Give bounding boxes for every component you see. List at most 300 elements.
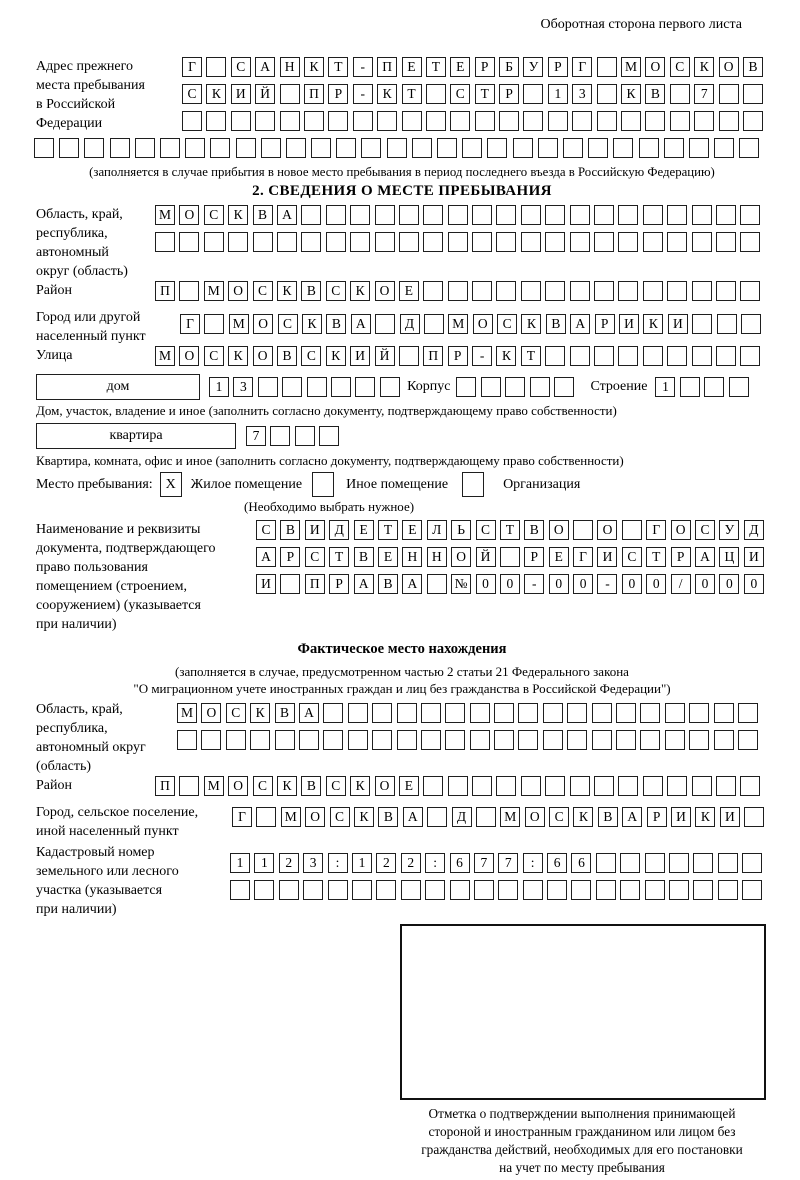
- char-cell: [462, 138, 482, 158]
- char-cell: [689, 703, 709, 723]
- char-cell: Й: [255, 84, 275, 104]
- char-cell: О: [671, 520, 691, 540]
- char-cell: [547, 880, 567, 900]
- char-cell: [472, 776, 492, 796]
- field-cadastral: [36, 843, 768, 919]
- text-line: населенный пункт: [36, 329, 146, 344]
- text-line: сооружением) (указывается: [36, 598, 201, 613]
- char-cell: [427, 574, 447, 594]
- char-cell: [397, 703, 417, 723]
- char-cell: 1: [655, 377, 675, 397]
- char-cell: П: [305, 574, 325, 594]
- char-row: [230, 853, 767, 873]
- char-cell: О: [451, 547, 471, 567]
- char-cell: Т: [475, 84, 495, 104]
- char-cell: [206, 57, 226, 77]
- stamp-caption: [372, 1105, 792, 1177]
- char-cell: [742, 853, 762, 873]
- char-cell: 1: [548, 84, 568, 104]
- char-cell: [376, 880, 396, 900]
- char-cell: [256, 807, 276, 827]
- char-cell: [692, 281, 712, 301]
- char-cell: К: [573, 807, 593, 827]
- region2-label: [36, 700, 177, 776]
- char-cell: [738, 730, 758, 750]
- char-cell: С: [204, 346, 224, 366]
- char-cell: [494, 703, 514, 723]
- char-cell: [597, 57, 617, 77]
- char-cell: Б: [499, 57, 519, 77]
- char-cell: [155, 232, 175, 252]
- char-cell: К: [521, 314, 541, 334]
- char-cell: [692, 232, 712, 252]
- char-cell: [543, 730, 563, 750]
- char-cell: [622, 520, 642, 540]
- char-cell: [328, 880, 348, 900]
- char-cell: [545, 346, 565, 366]
- char-cell: [640, 703, 660, 723]
- char-cell: [250, 730, 270, 750]
- char-cell: С: [204, 205, 224, 225]
- char-cell: [545, 205, 565, 225]
- char-cell: С: [670, 57, 690, 77]
- char-cell: [669, 853, 689, 873]
- option-residential-label: Жилое помещение: [190, 476, 303, 492]
- char-cell: [518, 730, 538, 750]
- apartment-box: квартира: [36, 423, 236, 449]
- char-cell: [282, 377, 302, 397]
- korpus-cells: [456, 377, 578, 397]
- char-cell: К: [228, 346, 248, 366]
- char-cell: С: [330, 807, 350, 827]
- char-cell: М: [281, 807, 301, 827]
- char-cell: [716, 232, 736, 252]
- char-cell: [643, 776, 663, 796]
- char-cell: [348, 703, 368, 723]
- char-cell: С: [226, 703, 246, 723]
- char-cell: Д: [452, 807, 472, 827]
- char-cell: С: [256, 520, 276, 540]
- char-cell: [253, 232, 273, 252]
- char-cell: [545, 232, 565, 252]
- char-cell: Т: [646, 547, 666, 567]
- char-cell: А: [622, 807, 642, 827]
- text-line: (заполняется в случае, предусмотренном частью 2 статьи 21 Федерального закона: [175, 664, 629, 679]
- char-cell: 7: [474, 853, 494, 873]
- char-cell: Т: [426, 57, 446, 77]
- char-cell: [412, 138, 432, 158]
- char-cell: [230, 880, 250, 900]
- char-cell: [743, 111, 763, 131]
- char-row: [232, 807, 769, 827]
- char-cell: [693, 853, 713, 873]
- char-cell: И: [305, 520, 325, 540]
- char-cell: 7: [246, 426, 266, 446]
- char-cell: :: [425, 853, 445, 873]
- char-cell: В: [378, 574, 398, 594]
- char-cell: А: [402, 574, 422, 594]
- text-line: (область): [36, 759, 92, 774]
- char-cell: [545, 281, 565, 301]
- char-cell: 3: [572, 84, 592, 104]
- char-cell: Р: [329, 574, 349, 594]
- char-cell: С: [450, 84, 470, 104]
- char-cell: [299, 730, 319, 750]
- char-cell: [59, 138, 79, 158]
- char-cell: [261, 138, 281, 158]
- char-cell: Е: [399, 776, 419, 796]
- char-row: [155, 281, 765, 301]
- checkbox-residential: X: [160, 472, 182, 497]
- char-cell: [716, 281, 736, 301]
- char-cell: Р: [475, 57, 495, 77]
- char-cell: Д: [744, 520, 764, 540]
- char-cell: К: [377, 84, 397, 104]
- text-line: Адрес прежнего: [36, 59, 133, 74]
- char-cell: И: [231, 84, 251, 104]
- char-cell: [472, 232, 492, 252]
- char-row: [230, 880, 767, 900]
- char-cell: И: [256, 574, 276, 594]
- char-cell: [645, 853, 665, 873]
- char-cell: Д: [329, 520, 349, 540]
- char-cell: С: [253, 281, 273, 301]
- char-cell: [280, 111, 300, 131]
- char-cell: В: [301, 281, 321, 301]
- char-cell: [496, 281, 516, 301]
- char-row: [182, 111, 767, 131]
- text-line: иной населенный пункт: [36, 824, 179, 839]
- prev-address-grid: [182, 57, 767, 138]
- char-cell: [474, 880, 494, 900]
- char-row: [155, 232, 765, 252]
- char-cell: [375, 314, 395, 334]
- char-cell: [572, 111, 592, 131]
- field-region-2: [36, 700, 768, 776]
- char-cell: [450, 111, 470, 131]
- region2-grid: [177, 700, 762, 757]
- char-cell: 0: [500, 574, 520, 594]
- char-cell: :: [328, 853, 348, 873]
- char-cell: [692, 314, 712, 334]
- char-cell: О: [719, 57, 739, 77]
- char-cell: [387, 138, 407, 158]
- char-cell: П: [377, 57, 397, 77]
- char-cell: [613, 138, 633, 158]
- city-label: [36, 308, 180, 346]
- char-cell: [664, 138, 684, 158]
- char-row: [256, 574, 768, 594]
- char-cell: А: [695, 547, 715, 567]
- char-cell: К: [350, 776, 370, 796]
- field-city: [36, 308, 768, 346]
- char-cell: У: [719, 520, 739, 540]
- char-cell: 0: [719, 574, 739, 594]
- char-cell: Р: [280, 547, 300, 567]
- actual-location-title: Фактическое место нахождения: [297, 641, 507, 657]
- char-cell: [355, 377, 375, 397]
- text-line: Кадастровый номер: [36, 845, 155, 860]
- region-grid: [155, 205, 765, 259]
- char-cell: [538, 138, 558, 158]
- char-cell: Е: [402, 57, 422, 77]
- char-cell: [521, 281, 541, 301]
- document-grid: [256, 520, 768, 601]
- char-cell: [567, 703, 587, 723]
- char-cell: Н: [402, 547, 422, 567]
- char-cell: [427, 807, 447, 827]
- text-line: республика,: [36, 721, 108, 736]
- char-row: [182, 84, 767, 104]
- char-cell: С: [695, 520, 715, 540]
- char-cell: [179, 281, 199, 301]
- text-line: документа, подтверждающего: [36, 541, 216, 556]
- char-cell: [350, 232, 370, 252]
- char-cell: [518, 703, 538, 723]
- char-cell: [228, 232, 248, 252]
- char-cell: [594, 205, 614, 225]
- char-cell: П: [423, 346, 443, 366]
- char-row: [256, 547, 768, 567]
- char-cell: О: [597, 520, 617, 540]
- char-cell: [570, 232, 590, 252]
- char-cell: 2: [376, 853, 396, 873]
- char-cell: [350, 205, 370, 225]
- cadastral-grid: [230, 843, 767, 907]
- text-line: Город или другой: [36, 310, 141, 325]
- char-cell: [616, 730, 636, 750]
- char-cell: :: [523, 853, 543, 873]
- text-line: гражданства действий, необходимых для его постановки: [421, 1142, 743, 1157]
- char-cell: 0: [476, 574, 496, 594]
- char-cell: О: [645, 57, 665, 77]
- char-cell: [206, 111, 226, 131]
- char-cell: [375, 205, 395, 225]
- char-cell: [426, 84, 446, 104]
- char-cell: П: [155, 776, 175, 796]
- district-label: Район: [36, 283, 72, 298]
- char-cell: 2: [401, 853, 421, 873]
- char-cell: М: [177, 703, 197, 723]
- header-note: Оборотная сторона первого листа: [540, 17, 742, 32]
- text-line: право пользования: [36, 560, 148, 575]
- char-cell: [401, 880, 421, 900]
- char-cell: [397, 730, 417, 750]
- text-line: Наименование и реквизиты: [36, 522, 201, 537]
- char-cell: [496, 776, 516, 796]
- field-city-2: [36, 803, 768, 841]
- char-cell: [570, 205, 590, 225]
- char-cell: [470, 730, 490, 750]
- char-cell: -: [353, 57, 373, 77]
- char-cell: [421, 703, 441, 723]
- house-caption: Дом, участок, владение и иное (заполнить согласно документу, подтверждающему право собственности): [36, 403, 617, 418]
- char-cell: К: [206, 84, 226, 104]
- char-cell: [692, 776, 712, 796]
- char-cell: [592, 730, 612, 750]
- char-cell: К: [277, 281, 297, 301]
- char-cell: [741, 314, 761, 334]
- char-row: [155, 346, 765, 366]
- char-cell: [476, 807, 496, 827]
- char-cell: [570, 281, 590, 301]
- char-row: [180, 314, 765, 334]
- char-cell: [423, 205, 443, 225]
- char-cell: К: [695, 807, 715, 827]
- char-cell: В: [277, 346, 297, 366]
- char-cell: [275, 730, 295, 750]
- text-line: автономный: [36, 245, 109, 260]
- char-cell: [740, 232, 760, 252]
- char-cell: [670, 84, 690, 104]
- text-line: Город, сельское поселение,: [36, 805, 199, 820]
- char-cell: -: [472, 346, 492, 366]
- char-row: [256, 520, 768, 540]
- char-cell: [692, 346, 712, 366]
- char-cell: [286, 138, 306, 158]
- char-cell: М: [500, 807, 520, 827]
- text-line: Область, край,: [36, 207, 123, 222]
- text-line: участка (указывается: [36, 883, 163, 898]
- char-cell: [423, 281, 443, 301]
- char-cell: 6: [571, 853, 591, 873]
- char-cell: [554, 377, 574, 397]
- char-cell: [618, 346, 638, 366]
- char-cell: [210, 138, 230, 158]
- char-cell: О: [375, 776, 395, 796]
- char-cell: [667, 232, 687, 252]
- char-cell: А: [277, 205, 297, 225]
- char-cell: [530, 377, 550, 397]
- char-cell: [204, 314, 224, 334]
- section2-title: 2. СВЕДЕНИЯ О МЕСТЕ ПРЕБЫВАНИЯ: [252, 183, 552, 199]
- char-cell: О: [228, 281, 248, 301]
- char-cell: [640, 730, 660, 750]
- char-cell: [740, 776, 760, 796]
- char-cell: [665, 703, 685, 723]
- char-cell: [573, 520, 593, 540]
- char-cell: [521, 205, 541, 225]
- char-cell: О: [179, 205, 199, 225]
- text-line: автономный округ: [36, 740, 146, 755]
- char-cell: /: [671, 574, 691, 594]
- char-cell: [450, 880, 470, 900]
- char-cell: А: [351, 314, 371, 334]
- char-cell: [718, 853, 738, 873]
- char-cell: [84, 138, 104, 158]
- city2-label: [36, 803, 232, 841]
- char-cell: Т: [500, 520, 520, 540]
- char-cell: И: [668, 314, 688, 334]
- char-cell: [718, 880, 738, 900]
- char-cell: С: [622, 547, 642, 567]
- char-cell: [323, 703, 343, 723]
- char-cell: 0: [573, 574, 593, 594]
- char-cell: [448, 281, 468, 301]
- char-cell: 7: [498, 853, 518, 873]
- char-cell: Н: [280, 57, 300, 77]
- char-cell: [255, 111, 275, 131]
- char-cell: [494, 730, 514, 750]
- char-cell: [620, 853, 640, 873]
- char-cell: [719, 111, 739, 131]
- char-cell: Р: [647, 807, 667, 827]
- char-cell: [597, 84, 617, 104]
- char-cell: [377, 111, 397, 131]
- char-cell: А: [256, 547, 276, 567]
- char-cell: В: [645, 84, 665, 104]
- house-box: дом: [36, 374, 200, 400]
- char-cell: 1: [254, 853, 274, 873]
- char-cell: [717, 314, 737, 334]
- char-cell: К: [496, 346, 516, 366]
- char-cell: Г: [182, 57, 202, 77]
- char-cell: 2: [279, 853, 299, 873]
- char-cell: [571, 880, 591, 900]
- text-line: на учет по месту пребывания: [499, 1160, 665, 1175]
- char-cell: П: [304, 84, 324, 104]
- char-cell: [448, 776, 468, 796]
- option-other-premise-label: Иное помещение: [346, 476, 449, 492]
- char-cell: [716, 346, 736, 366]
- char-cell: [505, 377, 525, 397]
- char-cell: Р: [671, 547, 691, 567]
- char-cell: 0: [695, 574, 715, 594]
- char-cell: [563, 138, 583, 158]
- stay-type-caption: (Необходимо выбрать нужное): [244, 499, 415, 514]
- char-cell: О: [179, 346, 199, 366]
- char-cell: М: [204, 281, 224, 301]
- char-cell: Н: [427, 547, 447, 567]
- text-line: Отметка о подтверждении выполнения принимающей: [428, 1106, 736, 1121]
- char-cell: В: [378, 807, 398, 827]
- prev-address-caption: (заполняется в случае прибытия в новое место пребывания в период последнего въезда в Российскую Федерацию): [89, 165, 715, 179]
- char-cell: [279, 880, 299, 900]
- char-cell: М: [448, 314, 468, 334]
- char-cell: №: [451, 574, 471, 594]
- text-line: стороной и иностранным гражданином или лицом без: [428, 1124, 736, 1139]
- char-cell: [470, 703, 490, 723]
- char-cell: [570, 776, 590, 796]
- char-cell: [521, 232, 541, 252]
- char-cell: К: [277, 776, 297, 796]
- char-cell: И: [671, 807, 691, 827]
- char-cell: [694, 111, 714, 131]
- char-cell: [597, 111, 617, 131]
- char-cell: [570, 346, 590, 366]
- char-cell: [620, 880, 640, 900]
- char-cell: [421, 730, 441, 750]
- char-cell: [303, 880, 323, 900]
- char-cell: [437, 138, 457, 158]
- char-row: [182, 57, 767, 77]
- char-cell: -: [524, 574, 544, 594]
- apartment-caption: Квартира, комната, офис и иное (заполнить согласно документу, подтверждающему право собственности): [36, 453, 624, 468]
- char-cell: [323, 730, 343, 750]
- char-cell: [714, 703, 734, 723]
- char-cell: [426, 111, 446, 131]
- char-cell: [160, 138, 180, 158]
- char-cell: [352, 880, 372, 900]
- char-cell: 7: [694, 84, 714, 104]
- char-cell: [740, 281, 760, 301]
- char-cell: [500, 547, 520, 567]
- char-cell: М: [155, 205, 175, 225]
- char-cell: [596, 853, 616, 873]
- char-cell: [639, 138, 659, 158]
- field-prev-address: [36, 57, 768, 138]
- char-cell: И: [720, 807, 740, 827]
